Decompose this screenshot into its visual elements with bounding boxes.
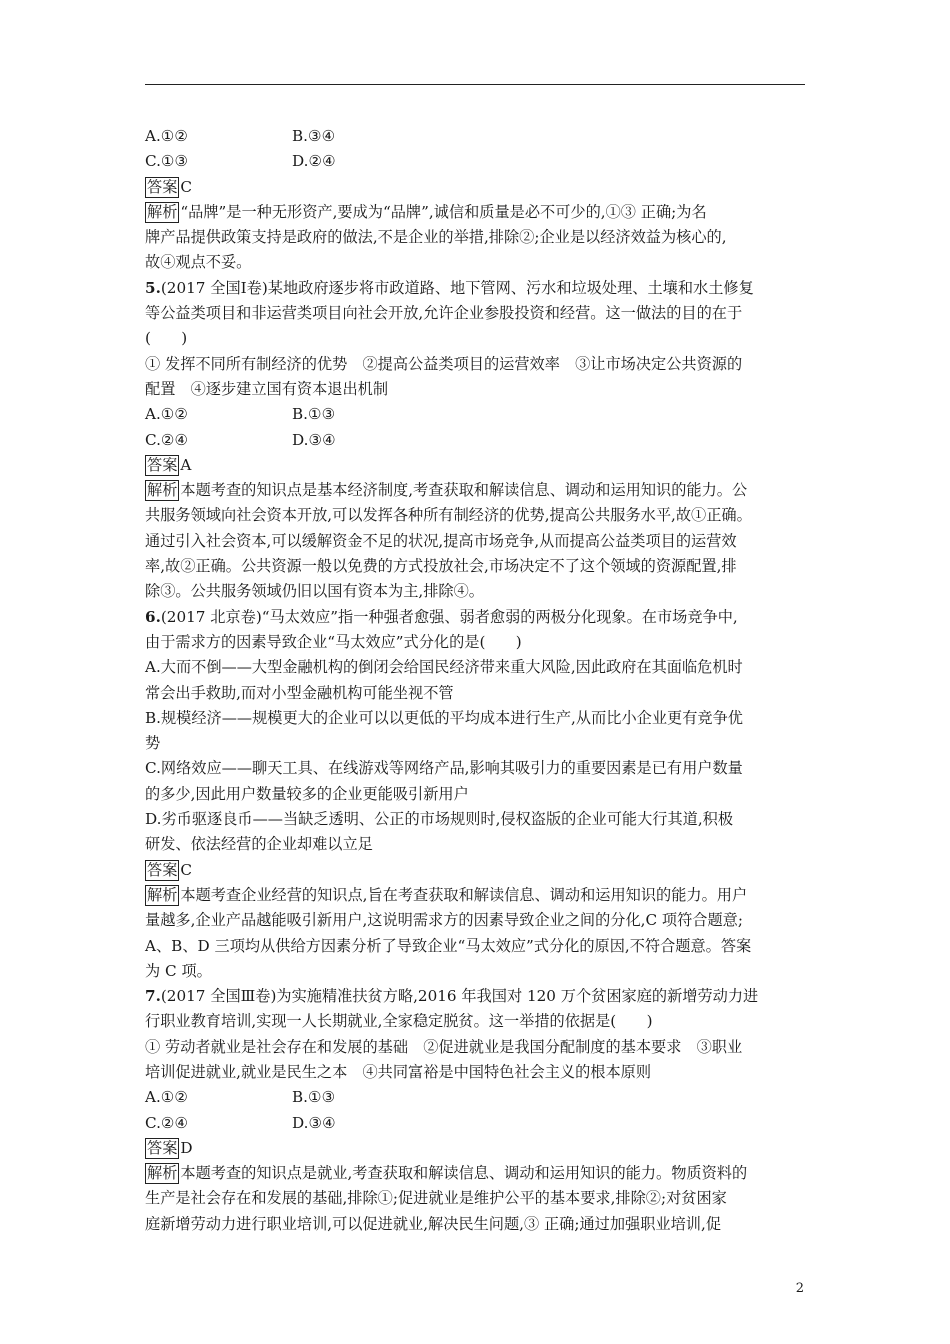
answer-value: D (180, 1138, 193, 1157)
q5-analysis-line: 通过引入社会资本,可以缓解资金不足的状况,提高市场竞争,从而提高公益类项目的运营效 (145, 531, 737, 550)
q5-statement-line: 配置 ④逐步建立国有资本退出机制 (145, 379, 388, 398)
q6-option-line: 常会出手救助,而对小型金融机构可能坐视不管 (145, 683, 454, 702)
answer-value: C (180, 860, 192, 879)
q6-option-line: A.大而不倒——大型金融机构的倒闭会给国民经济带来重大风险,因此政府在其面临危机时 (145, 658, 743, 677)
prev-answer (145, 175, 807, 200)
q6-option-line: D.劣币驱逐良币——当缺乏透明、公正的市场规则时,侵权盗版的企业可能大行其道,积极 (145, 810, 734, 829)
q7-answer (145, 1136, 807, 1161)
q7-statement-line: 培训促进就业,就业是民生之本 ④共同富裕是中国特色社会主义的根本原则 (145, 1062, 652, 1081)
option: C.②④ (145, 430, 189, 449)
question-number: 5. (145, 278, 161, 297)
option: A.①② (145, 127, 189, 145)
q6-analysis-line: 解析 本题考查企业经营的知识点,旨在考查获取和解读信息、调动和运用知识的能力。用户 (147, 885, 748, 904)
q5-stem-line: 5.(2017 全国Ⅰ卷)某地政府逐步将市政道路、地下管网、污水和垃圾处理、土壤和水土修复 (145, 278, 754, 297)
q5-analysis-line: 共服务领域向社会资本开放,可以发挥各种所有制经济的优势,提高公共服务水平,故①正确。 (145, 506, 752, 525)
option: A.①② (145, 405, 189, 424)
q7-options-row-1 (145, 1085, 807, 1110)
q7-analysis-line: 庭新增劳动力进行职业培训,可以促进就业,解决民生问题,③ 正确;通过加强职业培训,促 (145, 1214, 722, 1233)
answer-tag: 答案 (147, 455, 178, 474)
answer-tag: 答案 (147, 860, 178, 879)
option: C.②④ (145, 1113, 189, 1132)
answer-tag: 答案 (147, 1138, 178, 1157)
q7-options-row-2 (145, 1111, 807, 1136)
analysis-tag: 解析 (147, 202, 178, 221)
q6-stem-line: 6.(2017 北京卷)“马太效应”指一种强者愈强、弱者愈弱的两极分化现象。在市场竞争中, (145, 607, 738, 626)
option: A.①② (145, 1088, 189, 1107)
q5-stem-line: ( ) (145, 329, 188, 348)
q7-stem-line: 行职业教育培训,实现一人长期就业,全家稳定脱贫。这一举措的依据是( ) (145, 1012, 653, 1031)
q6-analysis-line: 为 C 项。 (145, 961, 212, 980)
option: B.③④ (292, 127, 336, 145)
q6-answer (145, 858, 807, 883)
option: C.①③ (145, 152, 189, 171)
q7-stem-line: 7.(2017 全国Ⅲ卷)为实施精准扶贫方略,2016 年我国对 120 万个贫困家庭的新增劳动力进 (145, 987, 759, 1006)
prev-analysis-line: 牌产品提供政策支持是政府的做法,不是企业的举措,排除②;企业是以经济效益为核心的, (145, 228, 727, 247)
q6-analysis-line: 量越多,企业产品越能吸引新用户,这说明需求方的因素导致企业之间的分化,C 项符合题意; (145, 911, 743, 930)
q5-statement-line: ① 发挥不同所有制经济的优势 ②提高公益类项目的运营效率 ③让市场决定公共资源的 (145, 354, 743, 373)
q7-analysis-line: 解析 本题考查的知识点是就业,考查获取和解读信息、调动和运用知识的能力。物质资料的 (147, 1164, 748, 1183)
q7-analysis-line: 生产是社会存在和发展的基础,排除①;促进就业是维护公平的基本要求,排除②;对贫困家 (145, 1189, 727, 1208)
option: D.③④ (292, 430, 336, 449)
q6-option-line: 势 (145, 734, 161, 753)
analysis-tag: 解析 (147, 1164, 178, 1183)
answer-value: C (180, 177, 192, 196)
q5-analysis-line: 率,故②正确。公共资源一般以免费的方式投放社会,市场决定不了这个领域的资源配置,排 (145, 557, 737, 576)
answer-value: A (180, 455, 192, 474)
question-number: 6. (145, 607, 161, 626)
q5-analysis-line: 除③。公共服务领域仍旧以国有资本为主,排除④。 (145, 582, 484, 601)
analysis-tag: 解析 (147, 885, 178, 904)
prev-options-row-1 (145, 124, 807, 149)
q6-option-line: C.网络效应——聊天工具、在线游戏等网络产品,影响其吸引力的重要因素是已有用户数量 (145, 759, 743, 778)
prev-options-row-2 (145, 149, 807, 174)
header-rule (145, 84, 805, 85)
q6-option-line: B.规模经济——规模更大的企业可以以更低的平均成本进行生产,从而比小企业更有竞争优 (145, 708, 743, 727)
prev-analysis-line: 故④观点不妥。 (145, 253, 252, 272)
q6-option-line: 研发、依法经营的企业却难以立足 (145, 835, 373, 854)
page-content (145, 124, 807, 1237)
option: D.②④ (292, 152, 336, 171)
q5-analysis-line: 解析 本题考查的知识点是基本经济制度,考查获取和解读信息、调动和运用知识的能力。公 (147, 481, 748, 500)
q7-statement-line: ① 劳动者就业是社会存在和发展的基础 ②促进就业是我国分配制度的基本要求 ③职业 (145, 1037, 743, 1056)
q5-answer (145, 453, 807, 478)
option: B.①③ (292, 405, 336, 424)
analysis-tag: 解析 (147, 481, 178, 500)
page-number: 2 (795, 1281, 804, 1296)
q6-stem-line: 由于需求方的因素导致企业“马太效应”式分化的是( ) (145, 632, 522, 651)
option: D.③④ (292, 1113, 336, 1132)
q6-analysis-line: A、B、D 三项均从供给方因素分析了导致企业“马太效应”式分化的原因,不符合题意。答案 (145, 936, 752, 955)
answer-tag: 答案 (147, 177, 178, 196)
q6-option-line: 的多少,因此用户数量较多的企业更能吸引新用户 (145, 784, 469, 803)
option: B.①③ (292, 1088, 336, 1107)
q5-options-row-1 (145, 402, 807, 427)
q5-stem-line: 等公益类项目和非运营类项目向社会开放,允许企业参股投资和经营。这一做法的目的在于 (145, 304, 743, 323)
q5-options-row-2 (145, 428, 807, 453)
prev-analysis-line: 解析 “品牌”是一种无形资产,要成为“品牌”,诚信和质量是必不可少的,①③ 正确;为名 (147, 202, 707, 221)
question-number: 7. (145, 987, 161, 1006)
